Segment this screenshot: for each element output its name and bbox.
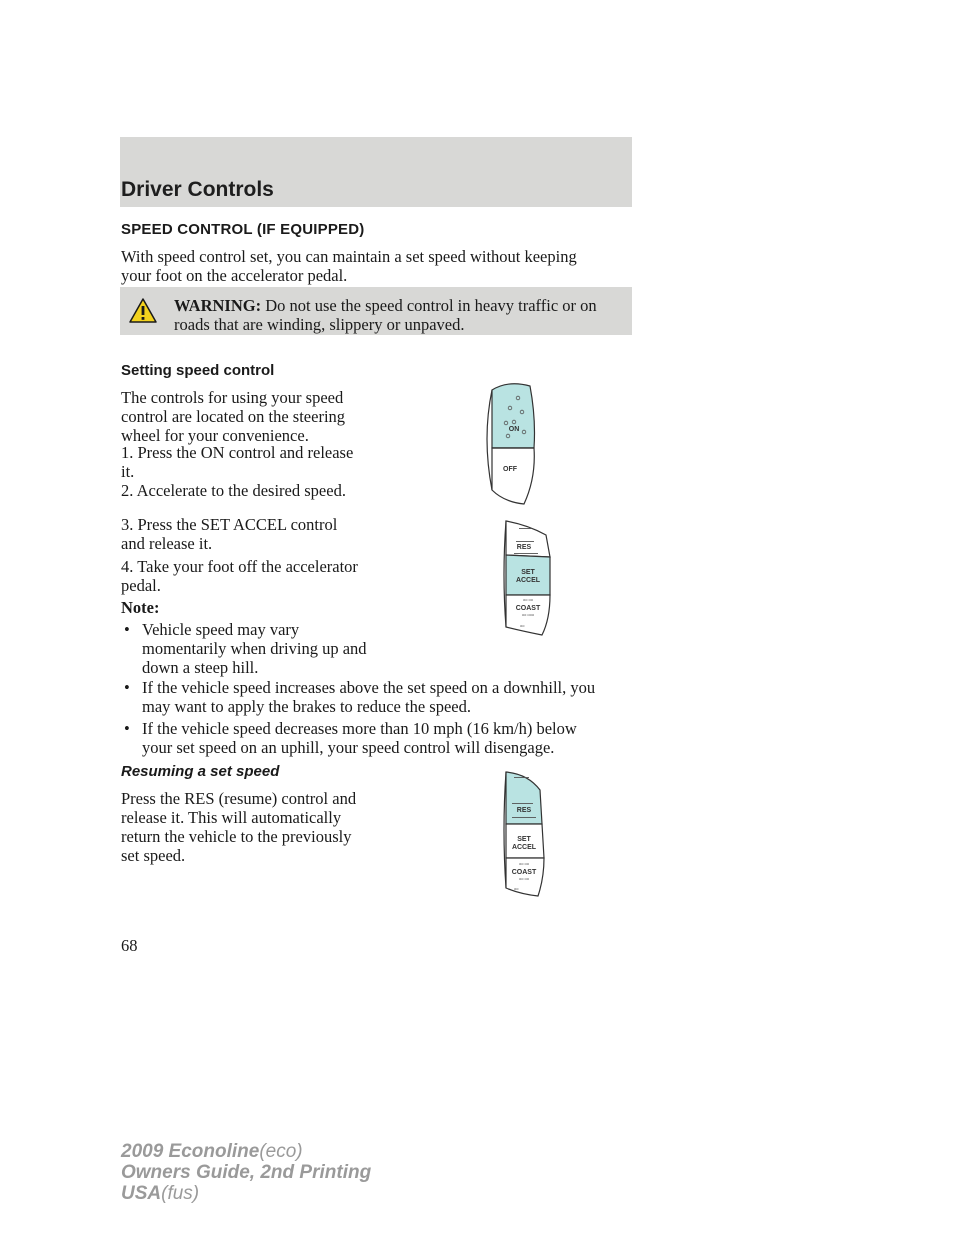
svg-text:oo: oo xyxy=(520,623,525,628)
res-label: RES xyxy=(516,807,532,814)
footer-model: 2009 Econoline xyxy=(121,1141,260,1162)
accel-label: ACCEL xyxy=(515,577,541,584)
coast-label: COAST xyxy=(515,605,541,612)
warning-line-2: roads that are winding, slippery or unpaved. xyxy=(174,315,465,334)
page-header-title: Driver Controls xyxy=(121,178,274,201)
footer-region-code: (fus) xyxy=(161,1183,200,1204)
step-3-line-2: and release it. xyxy=(121,534,213,553)
intro-line-2: your foot on the accelerator pedal. xyxy=(121,266,348,285)
resuming-heading: Resuming a set speed xyxy=(121,763,280,780)
on-label: ON xyxy=(508,426,520,433)
step-1-line-1: 1. Press the ON control and release xyxy=(121,443,354,462)
svg-text:oo oo: oo oo xyxy=(518,861,530,866)
res-label: RES xyxy=(516,544,532,551)
warning-label: WARNING: xyxy=(174,296,262,315)
svg-text:▬▬▬▬▬▬: ▬▬▬▬▬▬ xyxy=(516,539,534,543)
bullet-marker: • xyxy=(124,719,130,738)
bullet-marker: • xyxy=(124,620,130,639)
resuming-para-3: return the vehicle to the previously xyxy=(121,827,352,846)
warning-triangle-icon xyxy=(128,297,158,324)
footer-region-line xyxy=(121,1183,199,1204)
step-4-line-1: 4. Take your foot off the accelerator xyxy=(121,557,358,576)
coast-label: COAST xyxy=(511,869,537,876)
bullet-1-line-3: down a steep hill. xyxy=(142,658,259,677)
setting-para-1: The controls for using your speed xyxy=(121,388,344,407)
footer-model-line xyxy=(121,1141,303,1162)
page-number: 68 xyxy=(121,936,138,955)
accel-label: ACCEL xyxy=(511,844,537,851)
svg-text:oo: oo xyxy=(514,886,519,891)
bullet-3-line-2: your set speed on an uphill, your speed control will disengage. xyxy=(142,738,555,757)
step-4-line-2: pedal. xyxy=(121,576,161,595)
warning-line-1: Do not use the speed control in heavy traffic or on xyxy=(265,296,597,315)
step-3-line-1: 3. Press the SET ACCEL control xyxy=(121,515,338,534)
svg-text:▬▬▬▬▬▬▬▬: ▬▬▬▬▬▬▬▬ xyxy=(512,815,536,819)
svg-text:oo oo: oo oo xyxy=(522,597,534,602)
resuming-para-4: set speed. xyxy=(121,846,186,865)
set-accel-switch-illustration xyxy=(492,515,564,640)
svg-text:oo oo: oo oo xyxy=(518,876,530,881)
footer-guide: Owners Guide, 2nd Printing xyxy=(121,1162,372,1183)
note-label: Note: xyxy=(121,598,160,617)
section-title: SPEED CONTROL (IF EQUIPPED) xyxy=(121,221,365,238)
footer-guide-line xyxy=(121,1162,371,1183)
svg-text:▬▬▬▬▬▬▬▬: ▬▬▬▬▬▬▬▬ xyxy=(514,551,538,555)
svg-text:oo ooo: oo ooo xyxy=(521,612,535,617)
step-2: 2. Accelerate to the desired speed. xyxy=(121,481,346,500)
bullet-1-line-1: Vehicle speed may vary xyxy=(142,620,300,639)
setting-heading: Setting speed control xyxy=(121,362,275,379)
bullet-3-line-1: If the vehicle speed decreases more than 10 mph (16 km/h) below xyxy=(142,719,577,738)
setting-para-3: wheel for your convenience. xyxy=(121,426,309,445)
off-label: OFF xyxy=(503,466,517,473)
bullet-1-line-2: momentarily when driving up and xyxy=(142,639,367,658)
set-label: SET xyxy=(517,836,531,843)
svg-text:▬▬▬▬▬: ▬▬▬▬▬ xyxy=(514,775,529,779)
footer-region: USA xyxy=(121,1183,162,1204)
svg-text:▬▬▬▬▬▬▬: ▬▬▬▬▬▬▬ xyxy=(512,801,533,805)
step-1-line-2: it. xyxy=(121,462,135,481)
svg-text:▬▬▬▬: ▬▬▬▬ xyxy=(519,526,531,530)
bullet-marker: • xyxy=(124,678,130,697)
resuming-para-2: release it. This will automatically xyxy=(121,808,342,827)
on-off-switch-illustration xyxy=(478,378,550,508)
intro-line-1: With speed control set, you can maintain a set speed without keeping xyxy=(121,247,577,266)
footer-model-code: (eco) xyxy=(259,1141,303,1162)
resume-switch-illustration xyxy=(492,766,564,901)
set-label: SET xyxy=(521,569,535,576)
bullet-2-line-2: may want to apply the brakes to reduce the speed. xyxy=(142,697,471,716)
warning-text xyxy=(174,296,624,334)
bullet-2-line-1: If the vehicle speed increases above the set speed on a downhill, you xyxy=(142,678,596,697)
setting-para-2: control are located on the steering xyxy=(121,407,346,426)
resuming-para-1: Press the RES (resume) control and xyxy=(121,789,357,808)
